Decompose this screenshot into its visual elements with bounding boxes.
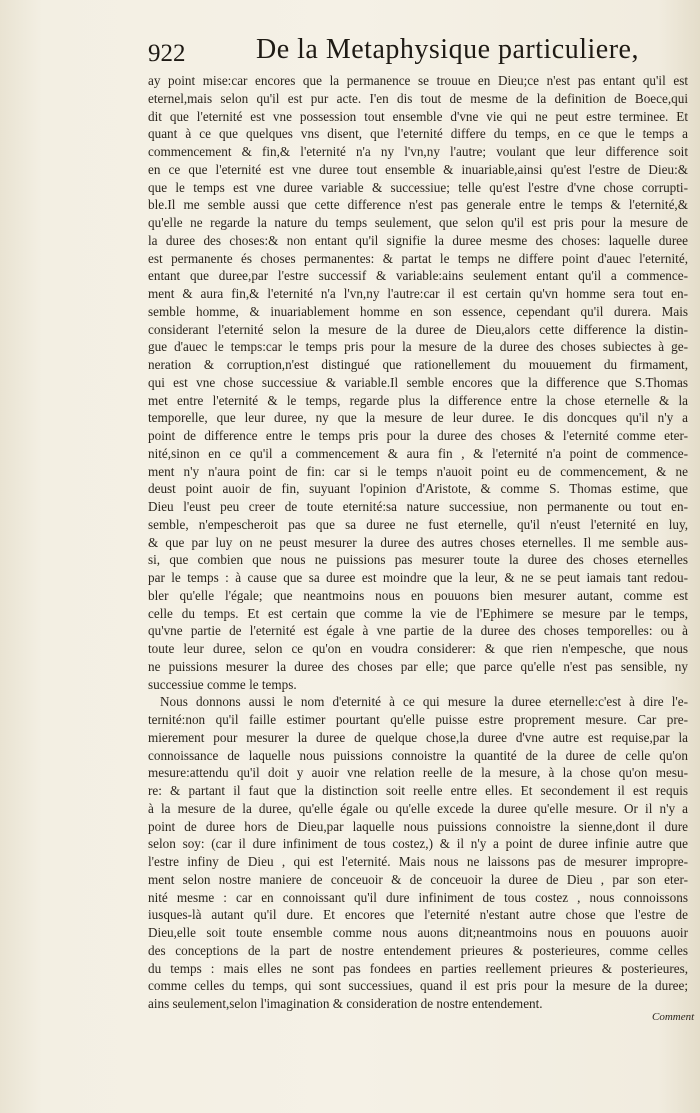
text-line: considerant l'eternité selon la mesure de la duree de Dieu,alors cette difference la distin- xyxy=(148,321,688,337)
text-line: ains seulement,selon l'imagination & consideration de nostre entendement. xyxy=(148,996,543,1011)
text-line: que le temps est vne duree variable & successiue; telle qu'est l'estre d'vne chose corrupti- xyxy=(148,179,688,195)
text-line: gue d'auec le temps:car le temps pris pour la mesure de la duree des choses subiectes à ge- xyxy=(148,339,688,355)
text-line: Dieu,elle soit toute ensemble comme nous auons dit;neantmoins nous en pouuons auoir xyxy=(148,925,688,940)
text-line: des conceptions de la part de nostre entendement prieures & posterieures, comme celles xyxy=(148,942,688,958)
text-line: ay point mise:car encores que la permanence se trouue en Dieu;ce n'est pas entant qu'il est xyxy=(148,73,688,88)
text-line: iusques-là autant qu'il dure. Et encores que l'eternité n'estant autre chose que l'estre de xyxy=(148,907,688,923)
text-line: entant que duree,par l'estre successif & variable:ains seulement entant qu'il a commence- xyxy=(148,268,688,284)
text-line: commencement & fin,& l'eternité n'a ny l'vn,ny l'autre; voulant que leur difference soit xyxy=(148,144,688,159)
text-line: nité,sinon en ce qu'il a commencement & aura fin , & l'eternité n'a point de commence- xyxy=(148,445,688,461)
text-line: à la mesure de la duree, qu'elle égale ou qu'elle excede la duree qu'elle mesure. Or il n'y a xyxy=(148,800,688,816)
running-title: De la Metaphysique particuliere, xyxy=(256,34,639,65)
text-line: en ce que l'eternité est vne duree tout ensemble & inuariable,ainsi qu'est l'estre de Dieu:& xyxy=(148,161,688,177)
text-line: la duree des choses:& non entant qu'il signifie la duree mesme des choses: laquelle duree xyxy=(148,232,688,248)
text-line: re: & partant il faut que la distinction soit reelle entre elles. Et secondement il est requis xyxy=(148,783,688,798)
text-line: Nous donnons aussi le nom d'eternité à ce qui mesure la duree eternelle:c'est à dire l'e- xyxy=(160,694,688,710)
text-line: mesure:attendu qu'il doit y auoir vne relation reelle de la mesure, à la chose qu'on mesu- xyxy=(148,765,688,781)
text-line: selon soy: (car il dure infiniment de tous costez,) & il n'y a point de duree infinie autre que xyxy=(148,836,688,852)
text-line: mierement pour mesurer la duree de quelque chose,la duree d'vne autre est requise,par la xyxy=(148,729,688,745)
text-line: ment & aura fin,& l'eternité n'a l'vn,ny l'autre:car il est certain qu'vn homme sera tout en- xyxy=(148,286,688,301)
text-line: temporelle, que leur duree, ny que la mesure de leur duree. Ie dis doncques qu'il n'y a xyxy=(148,410,688,426)
text-line: si, que combien que nous ne puissions pas mesurer toute la duree des choses eternelles xyxy=(148,552,688,568)
text-line: ternité:non qu'il faille estimer pourtant qu'elle puisse estre proprement mesure. Car pre- xyxy=(148,712,688,727)
text-line: semble, n'empescheroit pas que sa duree ne fust eternelle, qu'il n'eust l'eternité en luy, xyxy=(148,516,688,532)
text-line: ble.Il me semble aussi que cette difference n'est pas generale entre le temps & l'eternité,& xyxy=(148,197,688,213)
text-line: & que par luy on ne peust mesurer la duree des autres choses eternelles. Il me semble aus- xyxy=(148,534,688,550)
text-line: semble homme, & inuariablement homme en son essence, cependant qu'il durera. Mais xyxy=(148,303,688,319)
paragraph xyxy=(148,693,688,1013)
text-line: connoissance de laquelle nous puissions connoistre la quantité de la duree de celle qu'on xyxy=(148,747,688,763)
text-line: par le temps : à cause que sa duree est moindre que la leur, & ne se peut iamais tant redou- xyxy=(148,570,688,585)
text-line: ne puissions mesurer la duree des choses par elle; que parce qu'elle n'est pas sensible, ny xyxy=(148,658,688,674)
page-number: 922 xyxy=(148,40,186,67)
text-line: toute leur duree, selon ce qu'on en voudra considerer: & que rien n'empesche, que nous xyxy=(148,641,688,656)
text-line: qui est vne chose successiue & variable.Il semble encores que la difference que S.Thomas xyxy=(148,374,688,390)
text-line: ment selon nostre maniere de conceuoir & de conceuoir la duree de Dieu , par son eter- xyxy=(148,871,688,887)
text-line: point de duree hors de Dieu,par laquelle nous puissions connoistre la sienne,dont il dure xyxy=(148,818,688,834)
text-line: est permanente és choses permanentes: & partat le temps ne differe point d'auec l'eternité, xyxy=(148,250,688,266)
text-line: l'estre infiny de Dieu , qui est l'eternité. Mais nous ne laissons pas de mesurer impropre- xyxy=(148,854,688,869)
catchword: Comment xyxy=(652,1010,695,1023)
text-line: quant à ce que quelques vns disent, que l'eternité differe du temps, en ce que le temps a xyxy=(148,126,688,142)
text-line: comme celles du temps, qui sont successiues, quand il est pris pour la mesure de la duree; xyxy=(148,978,688,994)
text-line: eternel,mais selon qu'il est pur acte. I'en dis tout de mesme de la definition de Boece,qui xyxy=(148,90,688,106)
page-header xyxy=(148,34,688,74)
text-line: celle du temps. Et est certain que comme la vie de l'Ephimere se mesure par le temps, xyxy=(148,605,688,621)
paragraph xyxy=(148,72,688,693)
text-line: qu'elle ne regarde la nature du temps seulement, que selon qu'il est pris pour la mesure de xyxy=(148,215,688,230)
text-line: qu'vne partie de l'eternité est égale à vne partie de la duree des choses temporelles: ou à xyxy=(148,623,688,639)
text-line: du temps : mais elles ne sont pas fondees en parties reellement prieures & posterieures, xyxy=(148,960,688,976)
text-line: bler qu'elle l'égale; que neantmoins nous en pouuons bien mesurer autant, comme est xyxy=(148,587,688,603)
text-line: neration & corruption,n'est distingué que rationellement du mouuement du firmament, xyxy=(148,357,688,372)
body-text xyxy=(148,72,688,1013)
text-line: nité mesme : car en connoissant qu'il dure infiniment de tous costez , nous connoissons xyxy=(148,889,688,905)
text-line: ment n'y n'aura point de fin: car si le temps n'auoit point eu de commencement, & ne xyxy=(148,463,688,479)
text-line: deust point auoir de fin, suyuant l'opinion d'Aristote, & comme S. Thomas estime, que xyxy=(148,481,688,497)
text-line: successiue comme le temps. xyxy=(148,676,297,692)
text-line: Dieu l'eust peu creer de toute eternité:sa nature successiue, non permanente ou tout en- xyxy=(148,499,688,514)
text-line: met entre l'eternité & le temps, regarde plus la difference entre la chose eternelle & la xyxy=(148,392,688,408)
text-line: dit que l'eternité est vne possession tout ensemble d'vne vie qui ne peut estre terminee. Et xyxy=(148,108,688,124)
text-line: point de difference entre le temps pris pour la duree des choses & l'eternité comme eter- xyxy=(148,428,688,443)
